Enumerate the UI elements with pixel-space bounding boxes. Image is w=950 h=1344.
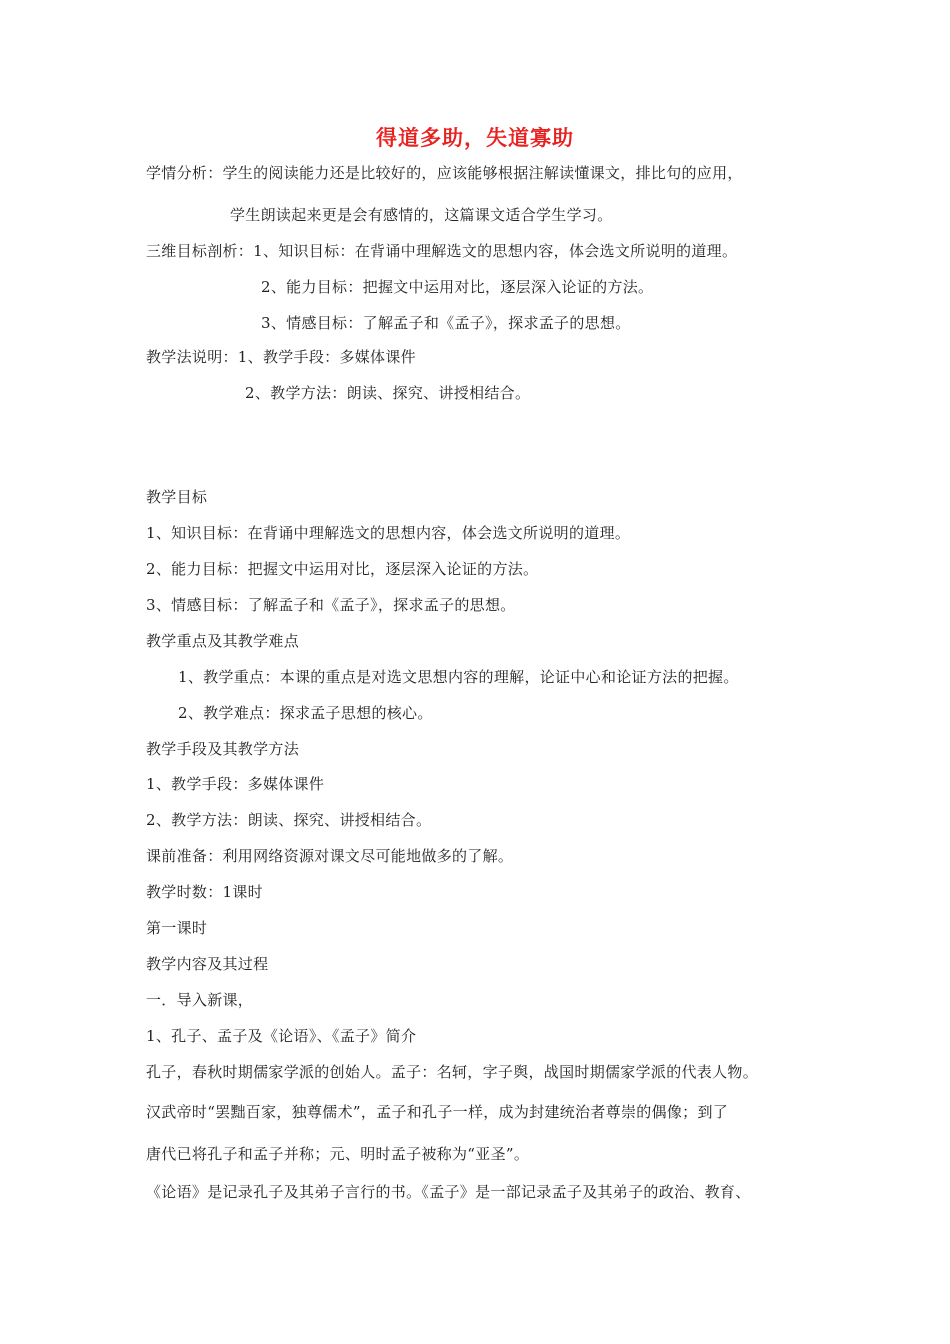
goals-analysis-line-2: 2、能力目标：把握文中运用对比，逐层深入论证的方法。: [261, 278, 654, 296]
goals-analysis-line-3: 3、情感目标：了解孟子和《孟子》，探求孟子的思想。: [261, 314, 631, 332]
paragraph-1: 孔子，春秋时期儒家学派的创始人。孟子：名轲，字子舆，战国时期儒家学派的代表人物。: [146, 1063, 759, 1081]
means-item-1: 1、教学手段：多媒体课件: [146, 775, 325, 793]
key-points-heading: 教学重点及其教学难点: [146, 632, 300, 650]
paragraph-3: 《论语》是记录孔子及其弟子言行的书。《孟子》是一部记录孟子及其弟子的政治、教育、: [146, 1183, 751, 1201]
intro-item-1: 1、孔子、孟子及《论语》、《孟子》简介: [146, 1027, 417, 1045]
analysis-line-1: 学情分析：学生的阅读能力还是比较好的，应该能够根据注解读懂课文，排比句的应用，: [146, 164, 743, 182]
means-item-2: 2、教学方法：朗读、探究、讲授相结合。: [146, 811, 432, 829]
method-note-line-1: 教学法说明：1、教学手段：多媒体课件: [146, 348, 416, 366]
teaching-goal-3: 3、情感目标：了解孟子和《孟子》，探求孟子的思想。: [146, 596, 516, 614]
means-heading: 教学手段及其教学方法: [146, 740, 300, 758]
teaching-goal-1: 1、知识目标：在背诵中理解选文的思想内容，体会选文所说明的道理。: [146, 524, 631, 542]
paragraph-2-line-1: 汉武帝时“罢黜百家，独尊儒术”，孟子和孔子一样，成为封建统治者尊崇的偶像；到了: [146, 1103, 729, 1121]
teaching-goal-2: 2、能力目标：把握文中运用对比，逐层深入论证的方法。: [146, 560, 539, 578]
page-title: 得道多助，失道寡助: [376, 126, 574, 150]
intro-heading: 一．导入新课，: [146, 991, 254, 1009]
key-point-2: 2、教学难点：探求孟子思想的核心。: [178, 704, 433, 722]
key-point-1: 1、教学重点：本课的重点是对选文思想内容的理解，论证中心和论证方法的把握。: [178, 668, 739, 686]
analysis-line-2: 学生朗读起来更是会有感情的，这篇课文适合学生学习。: [230, 206, 613, 224]
goals-analysis-line-1: 三维目标剖析：1、知识目标：在背诵中理解选文的思想内容，体会选文所说明的道理。: [146, 242, 738, 260]
hours-line: 教学时数：1课时: [146, 883, 263, 901]
prep-line: 课前准备：利用网络资源对课文尽可能地做多的了解。: [146, 847, 514, 865]
method-note-line-2: 2、教学方法：朗读、探究、讲授相结合。: [245, 384, 531, 402]
lesson-one-heading: 第一课时: [146, 919, 208, 937]
process-heading: 教学内容及其过程: [146, 955, 269, 973]
paragraph-2-line-2: 唐代已将孔子和孟子并称；元、明时孟子被称为“亚圣”。: [146, 1145, 530, 1163]
teaching-goals-heading: 教学目标: [146, 488, 208, 506]
